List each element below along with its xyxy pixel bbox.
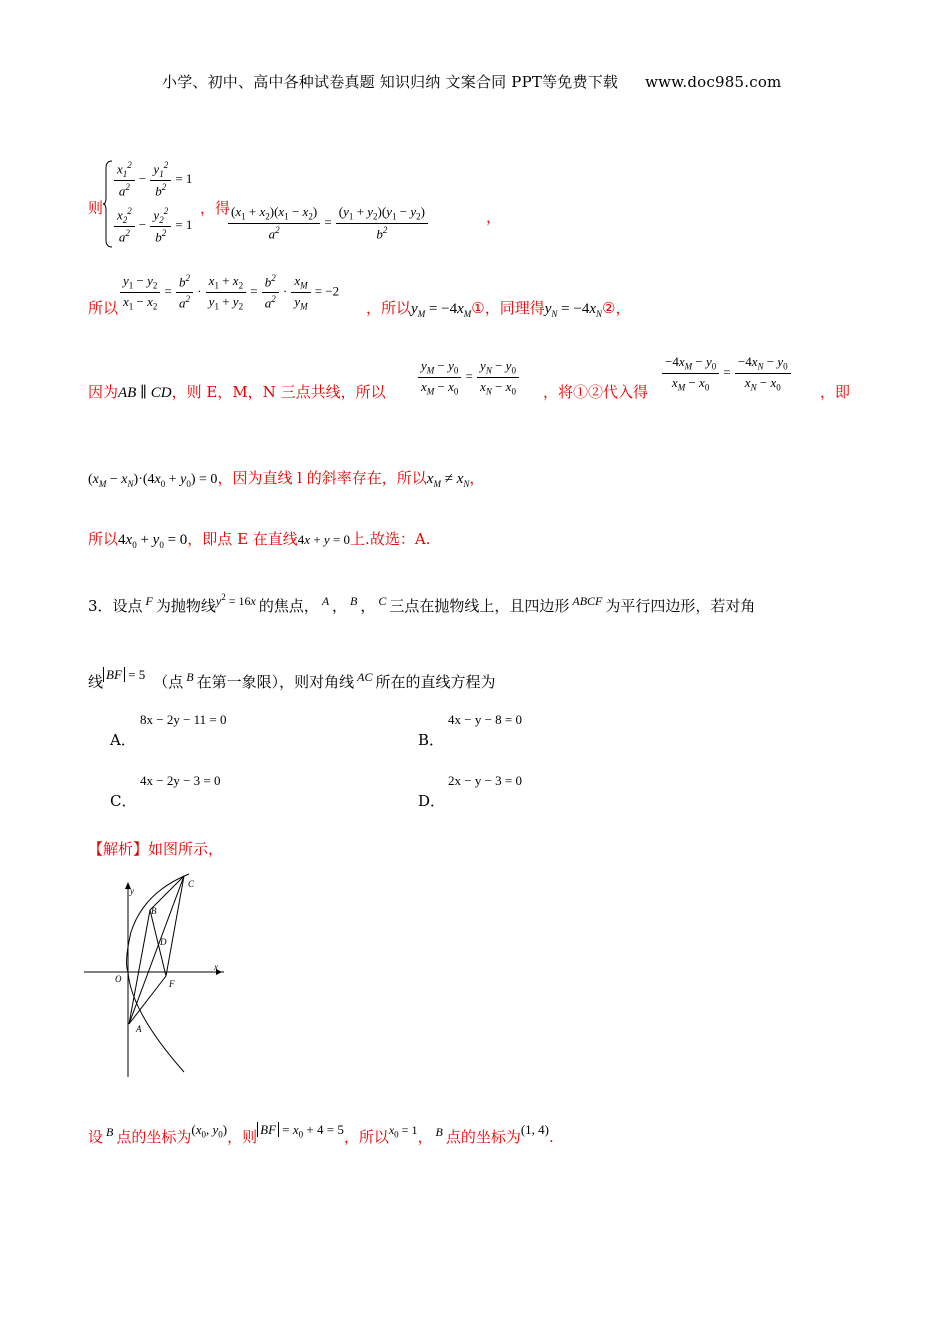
conclusion-line: 所以$4x_0 + y_0 = 0$，即点 E 在直线4x + y = 0上.故选：A. <box>88 530 431 550</box>
side-af <box>129 976 166 1024</box>
de-label: ，得 <box>200 199 231 217</box>
option-a[interactable] <box>110 712 227 750</box>
line4-end: ， <box>469 469 485 487</box>
question3-line1: 3．设点 $^F$ 为抛物线$^{y^2 = 16x}$ 的焦点， $^A$ ， $^B$ ， $^C$ 三点在抛物线上，且四边形 $^{ABCF}$ 为平行四边形，若对角 <box>88 592 756 615</box>
diagonal-ac <box>129 876 184 1024</box>
coordinate-line: 设 $^B$ 点的坐标为($x_0$, $y_0$)，则 BF = $x_0 + 4 = 5$，所以$^{x_0 = 1}$， $^B$ 点的坐标为(1, 4). <box>88 1122 554 1146</box>
option-d-label: D． <box>418 792 446 810</box>
eq2-label: ②， <box>602 299 631 317</box>
label-d: D <box>160 937 167 947</box>
label-o: O <box>115 974 122 984</box>
suoyi2-label: ，所以$y_M$ = $-4x_M①$，同理得$y_N$ = $-4x_N②$， <box>366 299 631 319</box>
question3-line2: 线 BF = 5 （点 $^B$ 在第一象限），则对角线 $^{AC}$ 所在的直线方程为 <box>88 667 496 691</box>
option-c-label: C． <box>110 792 137 810</box>
option-d-eq: 2x − y − 3 = 0 <box>448 773 522 788</box>
equation-difference: $\frac{(x_1 + x_2)(x_1 - x_2)}{a^2}$ = $\frac{(y_1 + y_2)(y_1 - y_2)}{b^2}$ <box>228 204 428 242</box>
slope-equation: $\frac{y_1 - y_2}{x_1 - x_2}$ = $\frac{b^2}{a^2}$ · $\frac{x_1 + x_2}{y_1 + y_2}$ = $\frac{b^2}{a^2}$ · $\frac{x_M}{y_M}$ = −2 <box>120 273 339 311</box>
q3-t8: （点 <box>153 673 184 691</box>
slope-exists-line: $(x_M - x_N)\cdot(4x_0 + y_0) = 0$，因为直线 l 的斜率存在，所以$x_M \ne x_N$， <box>88 469 485 489</box>
collinear-equation: $\frac{y_M - y_0}{x_M - x_0}$ = $\frac{y_N - y_0}{x_N - x_0}$ <box>418 358 519 396</box>
label-c: C <box>188 879 195 889</box>
q3-t7: 线 <box>88 673 104 691</box>
analysis-text: 如图所示， <box>148 840 224 858</box>
ze-emn-text: ，则 E，M，N 三点共线，所以 <box>171 383 386 401</box>
ab-cd: AB ∥ CD <box>118 385 172 401</box>
line-d: ，所以 <box>343 1128 389 1146</box>
substituted-equation: $\frac{-4x_M - y_0}{x_M - x_0}$ = $\frac{-4x_N - y_0}{x_N - x_0}$ <box>662 354 791 392</box>
page-header <box>162 71 781 92</box>
parabola-figure <box>84 872 234 1082</box>
comma-end: ， <box>486 208 502 226</box>
line-c: ，则 <box>227 1128 258 1146</box>
option-b[interactable] <box>418 712 522 750</box>
header-text: 小学、初中、高中各种试卷真题 知识归纳 文案合同 PPT等免费下载 <box>162 73 619 91</box>
line-e: ， <box>417 1128 433 1146</box>
q3-t9: 在第一象限），则对角线 <box>196 673 355 691</box>
dairu-label: ，将①②代入得 <box>543 383 649 401</box>
q3-t1: 为抛物线 <box>155 597 216 615</box>
eq1-label: ①，同理得 <box>471 299 545 317</box>
option-a-eq: 8x − 2y − 11 = 0 <box>140 712 227 727</box>
q3-t10: 所在的直线方程为 <box>375 673 496 691</box>
q3-t3: ， <box>331 597 347 615</box>
analysis-tag: 【解析】 <box>88 840 149 858</box>
q3-number: 3．设点 <box>88 597 143 615</box>
line-b: 点的坐标为 <box>116 1128 192 1146</box>
label-f: F <box>169 979 175 989</box>
label-a: A <box>136 1024 142 1034</box>
q3-t6: 为平行四边形，若对角 <box>605 597 756 615</box>
line-g: . <box>549 1128 554 1146</box>
q3-t5: 三点在抛物线上，且四边形 <box>389 597 570 615</box>
analysis-heading <box>88 838 223 859</box>
line4-mid: ，因为直线 l 的斜率存在，所以 <box>217 469 427 487</box>
line-f: 点的坐标为 <box>445 1128 521 1146</box>
hyperbola-system: $\frac{x_1^2}{a^2}$ − $\frac{y_1^2}{b^2}$ = 1 $\frac{x_2^2}{a^2}$ − $\frac{y_2^2}{b^2}$ = 1 <box>102 160 202 250</box>
side-ab <box>129 910 150 1024</box>
label-b: B <box>151 906 157 916</box>
header-site: www.doc985.com <box>645 73 782 91</box>
q3-t4: ， <box>360 597 376 615</box>
label-y: y <box>130 886 134 896</box>
ji-label: ，即 <box>820 383 851 401</box>
q3-t2: 的焦点， <box>258 597 319 615</box>
label-x: x <box>214 962 218 972</box>
option-b-eq: 4x − y − 8 = 0 <box>448 712 522 727</box>
line5-a: 所以 <box>88 530 119 548</box>
collinear-line <box>88 381 386 402</box>
suoyi2-text: ，所以 <box>366 299 412 317</box>
option-a-label: A． <box>110 731 136 749</box>
suoyi-label: 所以 <box>88 299 119 317</box>
parabola-curve <box>127 874 189 1072</box>
option-c-eq: 4x − 2y − 3 = 0 <box>140 773 221 788</box>
option-b-label: B． <box>418 731 445 749</box>
line-a: 设 <box>88 1128 104 1146</box>
ze-label: 则 <box>88 199 104 217</box>
yinwei-text: 因为 <box>88 383 119 401</box>
option-c[interactable] <box>110 773 221 811</box>
line5-b: ，即点 E 在直线 <box>187 530 298 548</box>
brace-icon <box>102 160 114 248</box>
option-d[interactable] <box>418 773 522 811</box>
line5-c: 上.故选：A. <box>350 530 431 548</box>
